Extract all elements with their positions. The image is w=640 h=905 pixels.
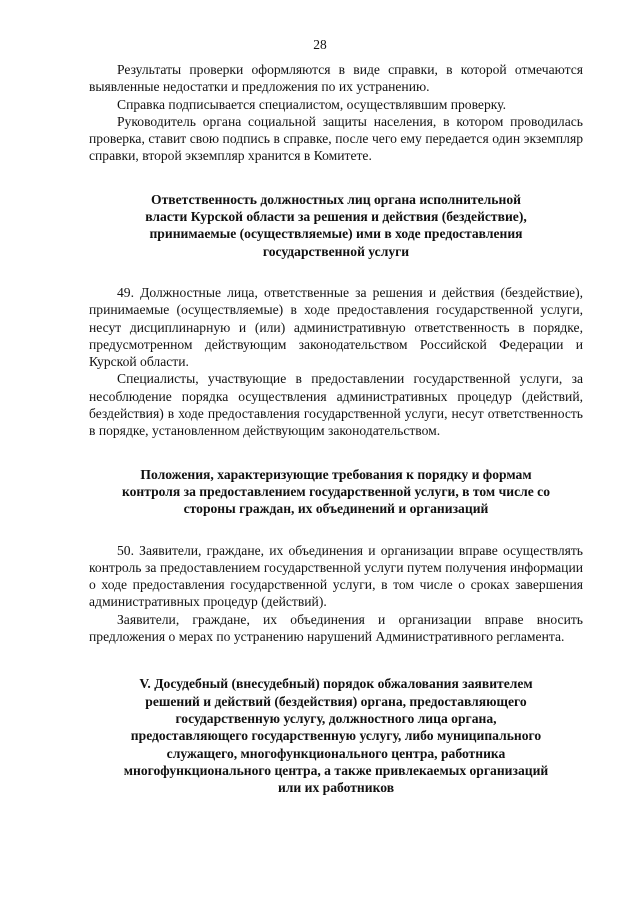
heading-line: принимаемые (осуществляемые) ими в ходе предоставления	[149, 226, 523, 242]
heading-line: или их работников	[277, 780, 395, 796]
heading-control-provisions	[89, 466, 583, 518]
document-body	[89, 61, 583, 796]
heading-line: Ответственность должностных лиц органа исполнительной	[151, 191, 521, 207]
heading-line: государственной услуги	[262, 243, 410, 259]
paragraph-check-results: Результаты проверки оформляются в виде справки, в которой отмечаются выявленные недостатки и предложения по их устранению.	[89, 62, 583, 95]
paragraph-50: 50. Заявители, граждане, их объединения и организации вправе осуществлять контроль за предоставлением государственной услуги путем получения информации о ходе предоставления государственной услуги, в том числе о сроках завершения административных процедур (действий).	[89, 542, 583, 610]
heading-line: многофункционального центра, а также привлекаемых организаций	[123, 762, 549, 778]
heading-line: контроля за предоставлением государственной услуги, в том числе со	[121, 483, 551, 499]
page-number: 28	[313, 37, 327, 52]
paragraph-49: 49. Должностные лица, ответственные за решения и действия (бездействие), принимаемые (осуществляемые) в ходе предоставления государственной услуги, несут дисциплинарную и (или) административную ответственность в порядке, предусмотренном действующим законодательством Российской Федерации и Курской области.	[89, 284, 583, 370]
heading-line: власти Курской области за решения и действия (бездействие),	[145, 209, 527, 225]
heading-line: V. Досудебный (внесудебный) порядок обжалования заявителем	[139, 676, 533, 692]
paragraph-head-signs: Руководитель органа социальной защиты населения, в котором проводилась проверка, ставит свою подпись в справке, после чего ему передается один экземпляр справки, второй экземпляр хранится в Комитете.	[89, 113, 583, 164]
paragraph-signature: Справка подписывается специалистом, осуществлявшим проверку.	[117, 96, 506, 112]
heading-line: решений и действий (бездействия) органа, предоставляющего	[145, 693, 527, 709]
heading-section-v	[89, 675, 583, 796]
heading-responsibility	[89, 191, 583, 260]
heading-line: государственную услугу, должностного лица органа,	[175, 710, 497, 726]
heading-line: предоставляющего государственную услугу, либо муниципального	[130, 728, 542, 744]
heading-line: служащего, многофункционального центра, работника	[166, 745, 506, 761]
paragraph-proposals: Заявители, граждане, их объединения и организации вправе вносить предложения о мерах по устранению нарушений Административного регламента.	[89, 611, 583, 645]
paragraph-specialists: Специалисты, участвующие в предоставлении государственной услуги, за несоблюдение порядка осуществления административных процедур (действий, бездействия) в ходе предоставления государственной услуги, несут ответственность в порядке, установленном действующим законодательством.	[89, 371, 583, 439]
heading-line: стороны граждан, их объединений и организаций	[183, 501, 489, 517]
heading-line: Положения, характеризующие требования к порядку и формам	[140, 466, 532, 482]
